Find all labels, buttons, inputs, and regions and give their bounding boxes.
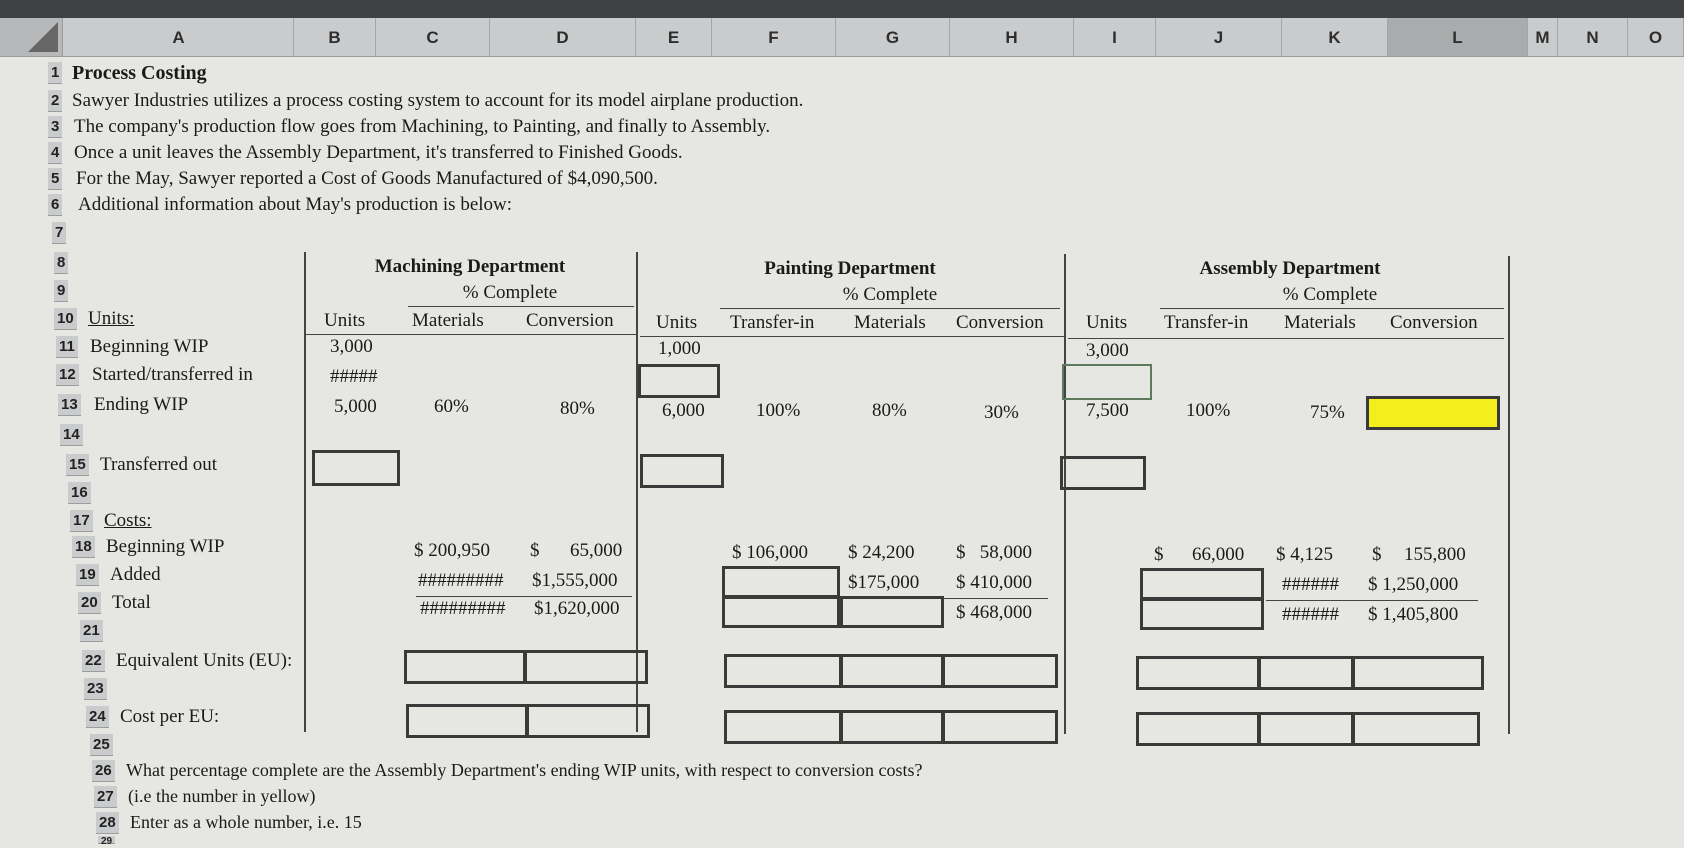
painting-cost-beg-conversion[interactable]: $ 58,000 [956, 542, 1032, 563]
row-header-16[interactable]: 16 [68, 482, 91, 504]
assembly-cost-total-conversion[interactable]: $ 1,405,800 [1368, 604, 1459, 625]
assembly-pct-underline [1160, 308, 1504, 309]
machining-cost-eu-conversion-input[interactable] [526, 704, 650, 738]
label-equivalent-units: Equivalent Units (EU): [116, 650, 293, 671]
painting-end-materials[interactable]: 80% [872, 400, 907, 421]
label-added: Added [110, 564, 161, 585]
painting-cost-added-transfer-in-input[interactable] [722, 566, 840, 598]
assembly-cost-total-materials[interactable]: ###### [1282, 604, 1339, 625]
painting-cost-eu-materials-input[interactable] [840, 710, 944, 744]
row-header-3[interactable]: 3 [48, 116, 62, 138]
painting-total-underline [944, 598, 1048, 599]
painting-cost-beg-transfer-in[interactable]: $ 106,000 [732, 542, 808, 563]
machining-end-materials[interactable]: 60% [434, 396, 469, 417]
machining-cost-beg-conversion-sym: $ [530, 540, 540, 561]
window-top-bar [0, 0, 1684, 18]
intro-line-5: For the May, Sawyer reported a Cost of Goods Manufactured of $4,090,500. [76, 168, 658, 189]
select-all-corner[interactable] [0, 18, 63, 56]
column-header-j[interactable]: J [1156, 18, 1282, 56]
painting-started-units-input[interactable] [638, 364, 720, 398]
row-header-17[interactable]: 17 [70, 510, 93, 532]
row-header-21[interactable]: 21 [80, 620, 103, 642]
column-header-l[interactable]: L [1388, 18, 1528, 56]
row-header-5[interactable]: 5 [48, 168, 62, 190]
painting-header-units: Units [656, 312, 698, 333]
label-ending-wip: Ending WIP [94, 394, 189, 415]
assembly-eu-transfer-in-input[interactable] [1136, 656, 1260, 690]
column-header-k[interactable]: K [1282, 18, 1388, 56]
assembly-end-materials[interactable]: 75% [1310, 402, 1345, 423]
machining-pct-underline [408, 306, 634, 307]
column-header-g[interactable]: G [836, 18, 950, 56]
painting-cost-eu-transfer-in-input[interactable] [724, 710, 842, 744]
question-line-28: Enter as a whole number, i.e. 15 [130, 812, 362, 832]
row-header-15[interactable]: 15 [66, 454, 89, 476]
row-header-14[interactable]: 14 [60, 424, 83, 446]
assembly-cost-added-materials[interactable]: ###### [1282, 574, 1339, 595]
row-header-9[interactable]: 9 [54, 280, 68, 302]
assembly-cost-total-transfer-in-input[interactable] [1140, 598, 1264, 630]
painting-pct-underline [720, 308, 1060, 309]
machining-cost-beg-materials[interactable]: $ 200,950 [414, 540, 490, 561]
question-line-27: (i.e the number in yellow) [128, 786, 316, 806]
assembly-cost-eu-conversion-input[interactable] [1352, 712, 1480, 746]
machining-transferred-out-input[interactable] [312, 450, 400, 486]
machining-beg-units[interactable]: 3,000 [330, 336, 373, 357]
intro-line-6: Additional information about May's production is below: [78, 194, 513, 215]
label-started-transferred-in: Started/transferred in [92, 364, 253, 385]
painting-end-units[interactable]: 6,000 [662, 400, 705, 421]
assembly-end-conversion-highlighted-input[interactable] [1366, 396, 1500, 430]
painting-header-transfer-in: Transfer-in [730, 312, 815, 333]
painting-cost-total-materials-input[interactable] [840, 596, 944, 628]
row-header-12[interactable]: 12 [56, 364, 79, 386]
assembly-cost-eu-transfer-in-input[interactable] [1136, 712, 1260, 746]
column-header-a[interactable]: A [64, 18, 294, 56]
row-header-26[interactable]: 26 [92, 760, 115, 782]
assembly-title: Assembly Department [1199, 258, 1381, 279]
assembly-header-materials: Materials [1284, 312, 1356, 333]
machining-header-underline [306, 334, 636, 335]
assembly-cost-beg-conversion-sym: $ [1372, 544, 1382, 565]
machining-cost-beg-conversion[interactable]: 65,000 [570, 540, 623, 561]
row-header-20[interactable]: 20 [78, 592, 101, 614]
assembly-eu-conversion-input[interactable] [1352, 656, 1484, 690]
painting-cost-beg-materials[interactable]: $ 24,200 [848, 542, 915, 563]
painting-cost-total-transfer-in-input[interactable] [722, 596, 840, 628]
column-header-o[interactable]: O [1628, 18, 1684, 56]
machining-header-units: Units [324, 310, 366, 331]
column-header-f[interactable]: F [712, 18, 836, 56]
label-transferred-out: Transferred out [100, 454, 217, 475]
assembly-cost-beg-conversion[interactable]: 155,800 [1404, 544, 1466, 565]
painting-eu-materials-input[interactable] [840, 654, 944, 688]
column-header-c[interactable]: C [376, 18, 490, 56]
painting-cost-added-materials[interactable]: $175,000 [848, 572, 920, 593]
intro-line-4: Once a unit leaves the Assembly Department, it's transferred to Finished Goods. [74, 142, 683, 163]
painting-cost-total-conversion[interactable]: $ 468,000 [956, 602, 1032, 623]
label-total: Total [112, 592, 151, 613]
select-all-icon [28, 22, 58, 52]
machining-left-border [304, 252, 306, 732]
question-line-26: What percentage complete are the Assembly Department's ending WIP units, with respect to conversion costs? [126, 760, 923, 780]
painting-pct-complete: % Complete [842, 284, 938, 305]
assembly-header-conversion: Conversion [1390, 312, 1478, 333]
row-header-28[interactable]: 28 [96, 812, 119, 834]
painting-header-materials: Materials [854, 312, 926, 333]
painting-cost-eu-conversion-input[interactable] [942, 710, 1058, 744]
row-header-11[interactable]: 11 [56, 336, 78, 358]
row-header-1[interactable]: 1 [48, 62, 62, 84]
sheet-title: Process Costing [72, 62, 207, 84]
column-header-d[interactable]: D [490, 18, 636, 56]
assembly-eu-materials-input[interactable] [1258, 656, 1354, 690]
assembly-cost-beg-transfer-in[interactable]: 66,000 [1192, 544, 1245, 565]
row-header-13[interactable]: 13 [58, 394, 81, 416]
row-header-4[interactable]: 4 [48, 142, 62, 164]
painting-eu-transfer-in-input[interactable] [724, 654, 842, 688]
machining-eu-conversion-input[interactable] [524, 650, 648, 684]
machining-cost-eu-materials-input[interactable] [406, 704, 528, 738]
row-header-22[interactable]: 22 [82, 650, 105, 672]
assembly-cost-beg-materials[interactable]: $ 4,125 [1276, 544, 1333, 565]
assembly-cost-added-transfer-in-input[interactable] [1140, 568, 1264, 600]
machining-header-materials: Materials [412, 310, 484, 331]
painting-eu-conversion-input[interactable] [942, 654, 1058, 688]
column-header-b[interactable]: B [294, 18, 376, 56]
machining-cost-total-materials[interactable]: ######### [420, 598, 506, 619]
machining-cost-added-conversion[interactable]: $1,555,000 [532, 570, 618, 591]
label-cost-per-eu: Cost per EU: [120, 706, 220, 727]
assembly-header-units: Units [1086, 312, 1128, 333]
painting-end-transfer-in[interactable]: 100% [756, 400, 801, 421]
assembly-cost-beg-transfer-in-sym: $ [1154, 544, 1164, 565]
machining-started-units[interactable]: ##### [330, 366, 378, 387]
row-header-23[interactable]: 23 [84, 678, 107, 700]
label-units: Units: [88, 308, 135, 329]
column-header-m[interactable]: M [1528, 18, 1558, 56]
column-header-n[interactable]: N [1558, 18, 1628, 56]
machining-cost-added-materials[interactable]: ######### [418, 570, 504, 591]
painting-header-underline [640, 336, 1064, 337]
machining-total-underline [416, 596, 632, 597]
intro-line-3: The company's production flow goes from Machining, to Painting, and finally to Assembly. [74, 116, 771, 137]
machining-cost-total-conversion[interactable]: $1,620,000 [534, 598, 620, 619]
assembly-total-underline [1266, 600, 1478, 601]
assembly-cost-eu-materials-input[interactable] [1258, 712, 1354, 746]
assembly-right-border [1508, 256, 1510, 734]
assembly-beg-units[interactable]: 3,000 [1086, 340, 1129, 361]
machining-end-conversion[interactable]: 80% [560, 398, 595, 419]
row-header-8[interactable]: 8 [54, 252, 68, 274]
row-header-10[interactable]: 10 [54, 308, 77, 330]
painting-header-conversion: Conversion [956, 312, 1044, 333]
assembly-transferred-out-input[interactable] [1060, 456, 1146, 490]
label-beginning-wip: Beginning WIP [90, 336, 209, 357]
label-costs: Costs: [104, 510, 152, 531]
row-header-25[interactable]: 25 [90, 734, 113, 756]
row-header-19[interactable]: 19 [76, 564, 99, 586]
painting-right-border [1064, 254, 1066, 734]
column-header-e[interactable]: E [636, 18, 712, 56]
label-costs-beginning-wip: Beginning WIP [106, 536, 225, 557]
row-header-2[interactable]: 2 [48, 90, 62, 112]
painting-cost-added-conversion[interactable]: $ 410,000 [956, 572, 1032, 593]
intro-line-2: Sawyer Industries utilizes a process costing system to account for its model airplane production. [72, 90, 804, 111]
assembly-end-units[interactable]: 7,500 [1086, 400, 1129, 421]
row-header-29[interactable]: 29 [98, 836, 115, 844]
row-header-18[interactable]: 18 [72, 536, 95, 558]
column-header-i[interactable]: I [1074, 18, 1156, 56]
machining-title: Machining Department [374, 256, 566, 277]
machining-end-units[interactable]: 5,000 [334, 396, 377, 417]
assembly-started-units-input[interactable] [1062, 364, 1152, 400]
assembly-cost-added-conversion[interactable]: $ 1,250,000 [1368, 574, 1459, 595]
assembly-header-underline [1068, 338, 1504, 339]
row-header-6[interactable]: 6 [48, 194, 62, 216]
row-header-24[interactable]: 24 [86, 706, 109, 728]
painting-end-conversion[interactable]: 30% [984, 402, 1019, 423]
row-header-27[interactable]: 27 [94, 786, 117, 808]
assembly-pct-complete: % Complete [1282, 284, 1378, 305]
row-header-7[interactable]: 7 [52, 222, 66, 244]
machining-header-conversion: Conversion [526, 310, 614, 331]
assembly-end-transfer-in[interactable]: 100% [1186, 400, 1231, 421]
painting-title: Painting Department [764, 258, 936, 279]
machining-pct-complete: % Complete [462, 282, 558, 303]
painting-transferred-out-input[interactable] [640, 454, 724, 488]
assembly-header-transfer-in: Transfer-in [1164, 312, 1249, 333]
column-header-h[interactable]: H [950, 18, 1074, 56]
painting-beg-units[interactable]: 1,000 [658, 338, 701, 359]
machining-eu-materials-input[interactable] [404, 650, 526, 684]
